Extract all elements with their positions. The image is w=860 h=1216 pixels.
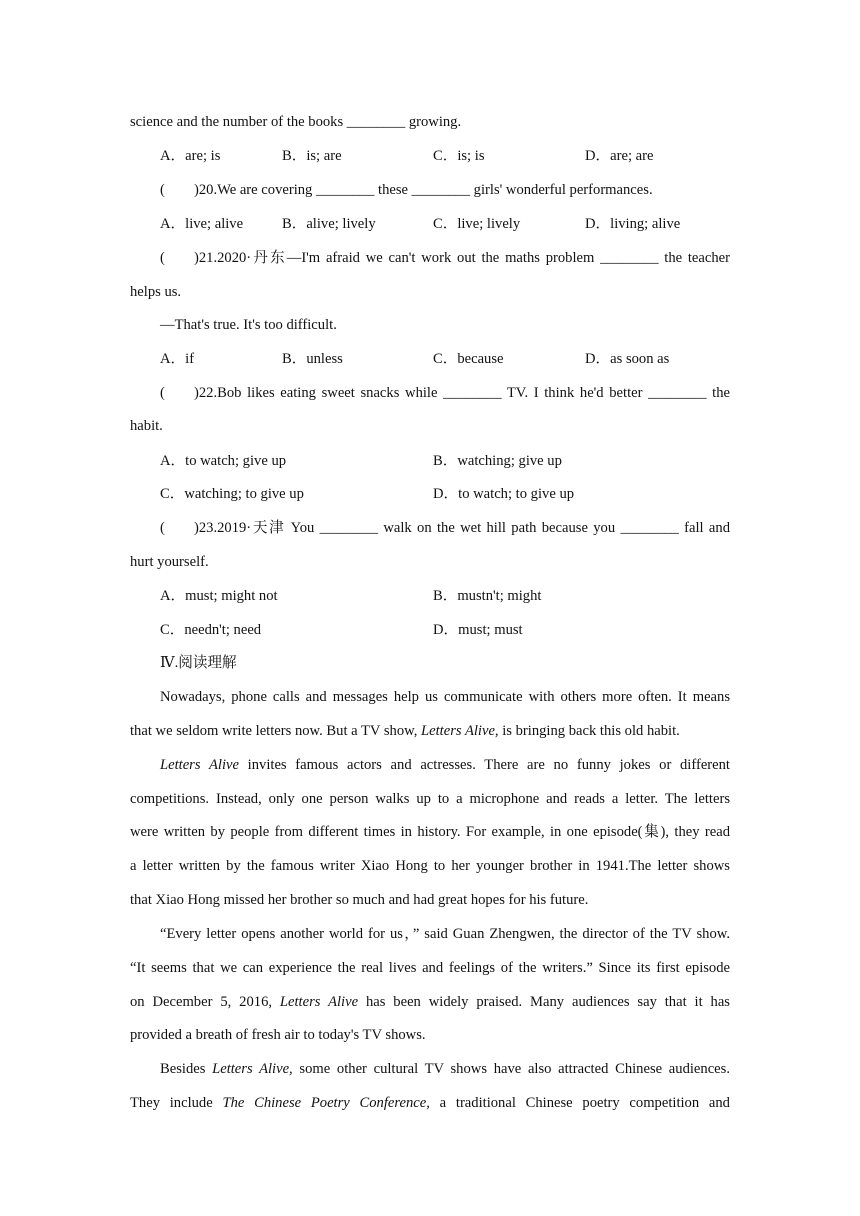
reading-p2-line1 xyxy=(160,755,730,775)
q20-option-a: A．live; alive xyxy=(160,216,244,232)
q20-option-d: D．living; alive xyxy=(585,216,681,232)
q21-reply: —That's true. It's too difficult. xyxy=(160,317,337,333)
q22-stem-cont: habit. xyxy=(130,418,163,434)
q23-text: )23.2019·天津 You ________ walk on the wet hill path because you ________ fall and xyxy=(194,520,730,536)
q21-stem xyxy=(160,248,730,268)
q20-stem xyxy=(160,180,730,200)
text-run: They include xyxy=(130,1095,223,1111)
reading-p2-line3: were written by people from different times in history. For example, in one episode(集), they read xyxy=(130,824,731,840)
answer-paren: ( xyxy=(160,250,165,266)
q20-option-b: B．alive; lively xyxy=(282,216,376,232)
q23-option-d: D．must; must xyxy=(433,622,523,638)
q21-option-b: B．unless xyxy=(282,351,343,367)
answer-paren: ( xyxy=(160,520,165,536)
q22-option-d: D．to watch; to give up xyxy=(433,486,575,502)
reading-p2-line4: a letter written by the famous writer Xiao Hong to her younger brother in 1941.The letter shows xyxy=(130,858,730,874)
show-title: The Chinese Poetry Conference, xyxy=(222,1095,430,1111)
q22-stem xyxy=(160,383,730,403)
text-run: a traditional Chinese poetry competition and xyxy=(429,1095,730,1111)
q19-option-c: C．is; is xyxy=(433,148,485,164)
q22-option-c: C．watching; to give up xyxy=(160,486,304,502)
text-run: invites famous actors and actresses. There are no funny jokes or different xyxy=(238,757,730,773)
q19-option-b: B．is; are xyxy=(282,148,342,164)
text-run: Besides xyxy=(160,1061,213,1077)
text-run: that we seldom write letters now. But a TV show, xyxy=(130,723,422,739)
q23-stem xyxy=(160,518,730,538)
reading-p1-line2 xyxy=(130,721,730,741)
reading-p3-line1: “Every letter opens another world for us，” said Guan Zhengwen, the director of the TV show. xyxy=(160,926,730,942)
q23-option-a: A．must; might not xyxy=(160,588,278,604)
q22-option-a: A．to watch; give up xyxy=(160,453,287,469)
q20-text: )20.We are covering ________ these ________ girls' wonderful performances. xyxy=(194,182,653,198)
q21-stem-cont: helps us. xyxy=(130,284,182,300)
q23-option-b: B．mustn't; might xyxy=(433,588,542,604)
q23-option-c: C．needn't; need xyxy=(160,622,262,638)
reading-p3-line4: provided a breath of fresh air to today's TV shows. xyxy=(130,1027,426,1043)
q21-option-c: C．because xyxy=(433,351,504,367)
show-title: Letters Alive, xyxy=(421,723,499,739)
q20-option-c: C．live; lively xyxy=(433,216,521,232)
text-run: on December 5, 2016, xyxy=(130,994,280,1010)
q21-text: )21.2020·丹东—I'm afraid we can't work out the maths problem ________ the teacher xyxy=(194,250,730,266)
reading-p2-line2: competitions. Instead, only one person walks up to a microphone and reads a letter. The letters xyxy=(130,791,730,807)
text-run: has been widely praised. Many audiences say that it has xyxy=(358,994,730,1010)
q19-option-a: A．are; is xyxy=(160,148,221,164)
section-heading: Ⅳ.阅读理解 xyxy=(160,655,237,671)
show-title: Letters Alive xyxy=(279,994,359,1010)
show-title: Letters Alive xyxy=(160,757,239,773)
text-run: some other cultural TV shows have also attracted Chinese audiences. xyxy=(292,1061,730,1077)
show-title: Letters Alive, xyxy=(212,1061,293,1077)
reading-p1-line1: Nowadays, phone calls and messages help us communicate with others more often. It means xyxy=(160,689,730,705)
q19-option-d: D．are; are xyxy=(585,148,654,164)
q21-option-d: D．as soon as xyxy=(585,351,670,367)
reading-p4-line2 xyxy=(130,1093,730,1113)
q22-text: )22.Bob likes eating sweet snacks while ________ TV. I think he'd better ________ the xyxy=(194,385,730,401)
q22-option-b: B．watching; give up xyxy=(433,453,562,469)
reading-p3-line2: “It seems that we can experience the real lives and feelings of the writers.” Since its first episode xyxy=(130,960,730,976)
q21-option-a: A．if xyxy=(160,351,195,367)
reading-p3-line3 xyxy=(130,992,730,1012)
text-run: is bringing back this old habit. xyxy=(498,723,680,739)
q23-stem-cont: hurt yourself. xyxy=(130,554,209,570)
reading-p2-line5: that Xiao Hong missed her brother so much and had great hopes for his future. xyxy=(130,892,589,908)
q19-stem-tail: science and the number of the books ________ growing. xyxy=(130,114,462,130)
answer-paren: ( xyxy=(160,182,165,198)
answer-paren: ( xyxy=(160,385,165,401)
reading-p4-line1 xyxy=(160,1059,730,1079)
